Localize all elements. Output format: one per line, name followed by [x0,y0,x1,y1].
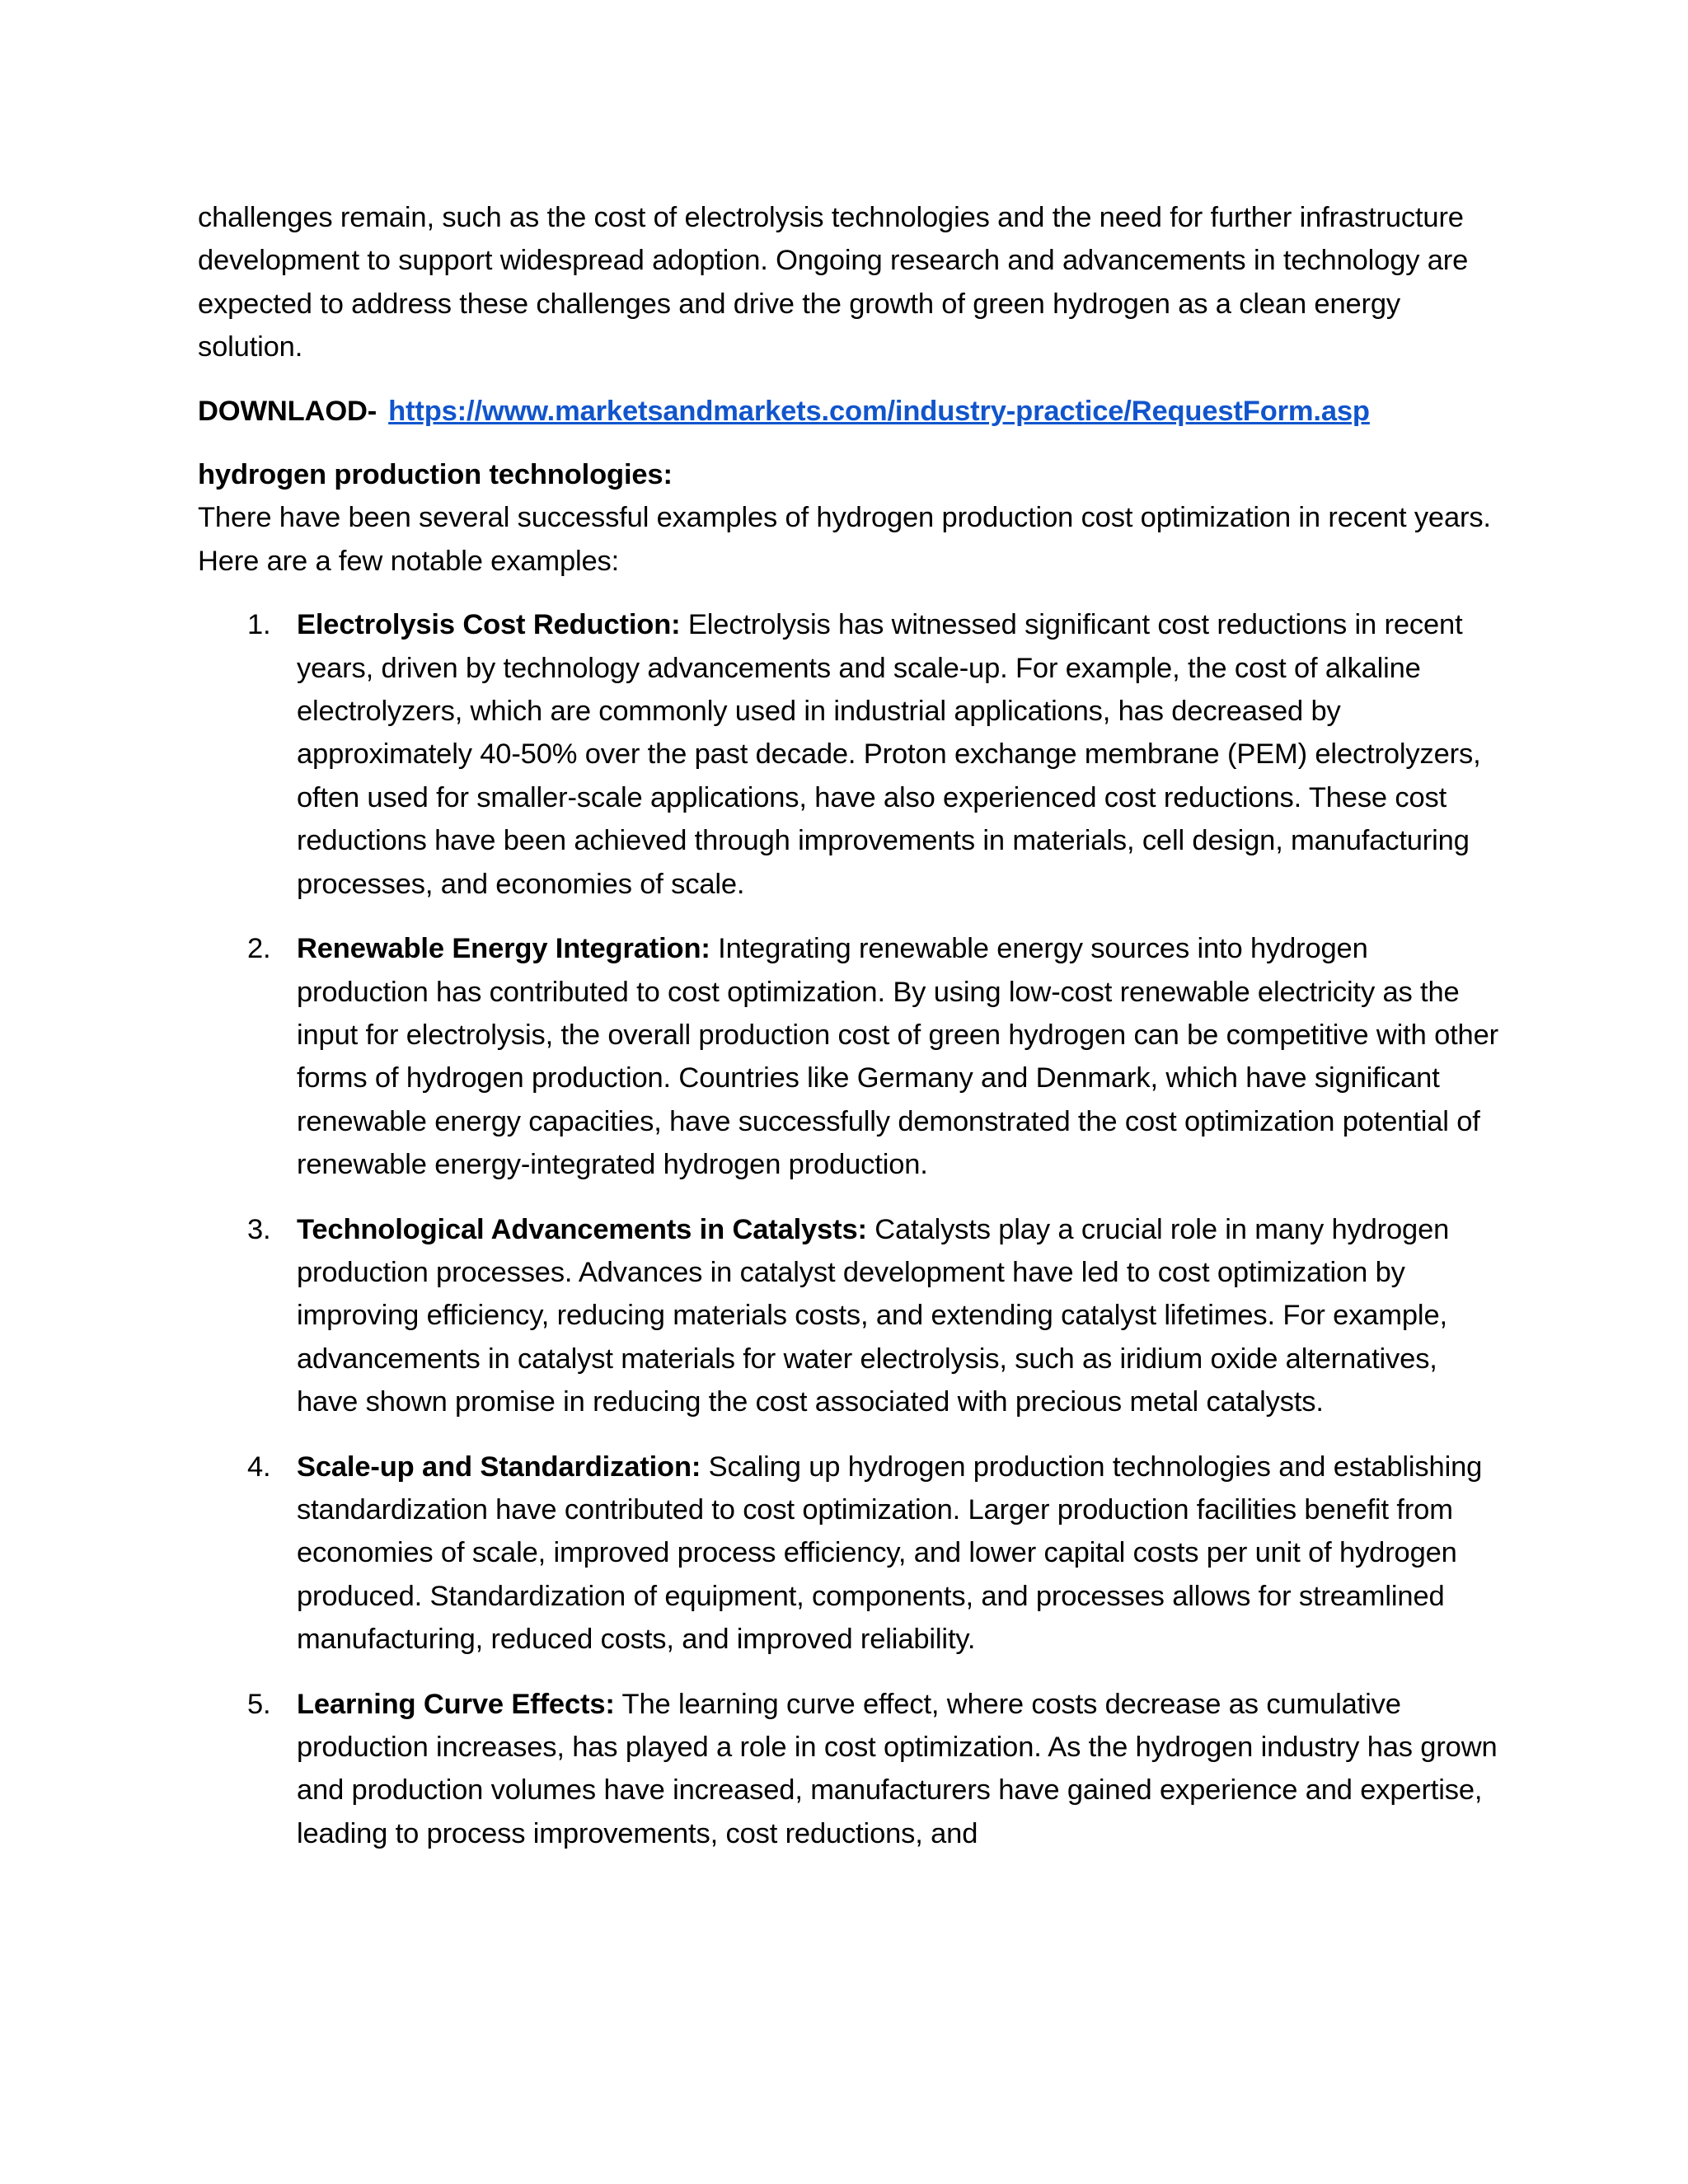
list-item-text: Integrating renewable energy sources into hydrogen production has contributed to cost optimization. By using low-cost renewable electricity as the input for electrolysis, the overall production cost of green hydrogen can be competitive with other forms of hydrogen production. Countries like Germany and Denmark, which have significant renewable energy capacities, have successfully demonstrated the cost optimization potential of renewable energy-integrated hydrogen production. [297,933,1498,1181]
document-page [198,196,1500,1877]
list-item-number: 2. [247,933,271,965]
list-item-number: 3. [247,1213,271,1245]
download-line [198,390,1500,433]
list-item-text: Electrolysis has witnessed significant cost reductions in recent years, driven by technology advancements and scale-up. For example, the cost of alkaline electrolyzers, which are commonly used in industrial applications, has decreased by approximately 40-50% over the past decade. Proton exchange membrane (PEM) electrolyzers, often used for smaller-scale applications, have also experienced cost reductions. These cost reductions have been achieved through improvements in materials, cell design, manufacturing processes, and economies of scale. [297,609,1481,900]
list-item-title: Renewable Energy Integration: [297,933,710,965]
download-label: DOWNLAOD- [198,395,377,427]
section-heading: hydrogen production technologies: [198,459,673,491]
list-item [198,1446,1500,1661]
examples-list [198,603,1500,1855]
list-item [198,1683,1500,1856]
list-item-number: 5. [247,1688,271,1720]
list-item-text: Catalysts play a crucial role in many hydrogen production processes. Advances in catalyst development have led to cost optimization by improving efficiency, reducing materials costs, and extending catalyst lifetimes. For example, advancements in catalyst materials for water electrolysis, such as iridium oxide alternatives, have shown promise in reducing the cost associated with precious metal catalysts. [297,1213,1450,1418]
list-item-title: Technological Advancements in Catalysts: [297,1213,867,1245]
list-item [198,1208,1500,1424]
intro-paragraph: challenges remain, such as the cost of electrolysis technologies and the need for further infrastructure development to support widespread adoption. Ongoing research and advancements in technology are expected to address these challenges and drive the growth of green hydrogen as a clean energy solution. [198,202,1469,363]
list-item-number: 1. [247,609,271,641]
list-item [198,927,1500,1186]
list-item [198,603,1500,906]
list-item-text: Scaling up hydrogen production technologies and establishing standardization have contributed to cost optimization. Larger production facilities benefit from economies of scale, improved process efficiency, and lower capital costs per unit of hydrogen produced. Standardization of equipment, components, and processes allows for streamlined manufacturing, reduced costs, and improved reliability. [297,1451,1483,1656]
list-item-number: 4. [247,1451,271,1483]
download-link[interactable]: https://www.marketsandmarkets.com/industry-practice/RequestForm.asp [388,395,1370,427]
list-item-title: Electrolysis Cost Reduction: [297,609,681,641]
section-intro: There have been several successful examples of hydrogen production cost optimization in recent years. Here are a few notable examples: [198,502,1491,577]
list-item-title: Learning Curve Effects: [297,1688,615,1720]
list-item-text: The learning curve effect, where costs decrease as cumulative production increases, has played a role in cost optimization. As the hydrogen industry has grown and production volumes have increased, manufacturers have gained experience and expertise, leading to process improvements, cost reductions, and [297,1688,1498,1849]
list-item-title: Scale-up and Standardization: [297,1451,701,1483]
